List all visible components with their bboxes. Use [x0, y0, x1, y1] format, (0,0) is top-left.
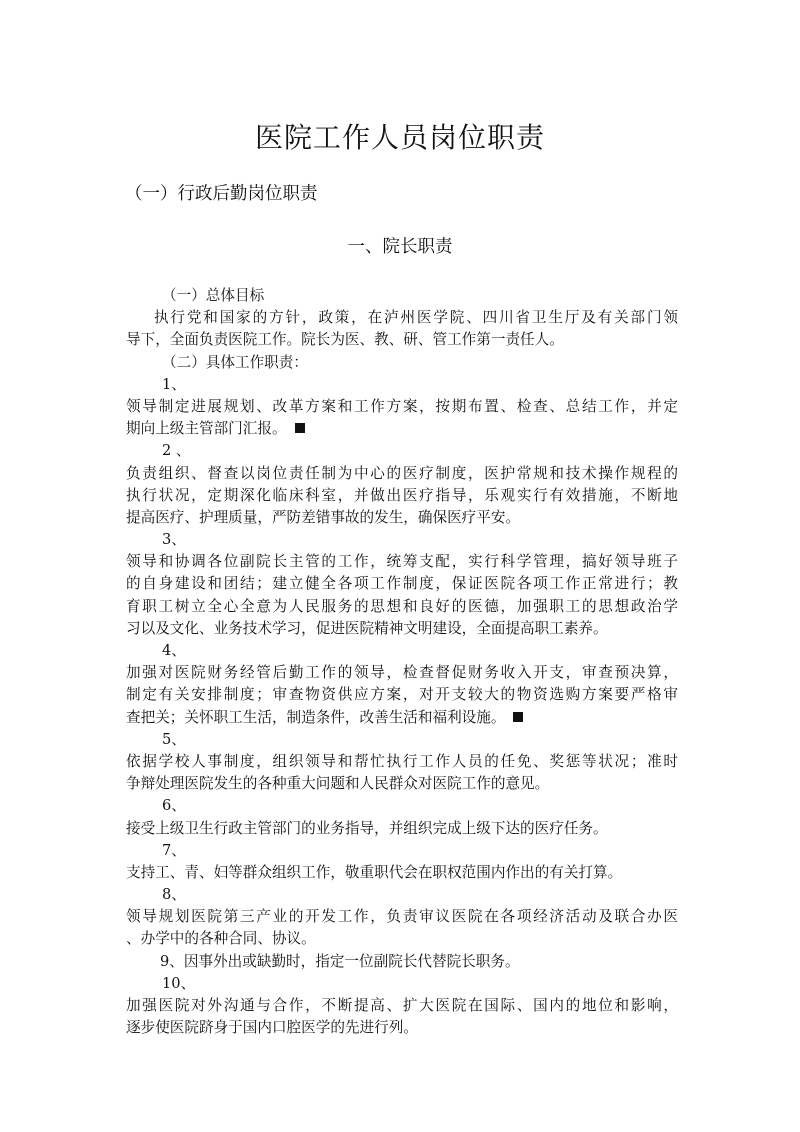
item-line: 逐步使医院跻身于国内口腔医学的先进行列。	[126, 1019, 418, 1037]
item-line: 依据学校人事制度，组织领导和帮忙执行工作人员的任免、奖惩等状况；准时	[126, 752, 678, 770]
item-line: 领导和协调各位副院长主管的工作，统筹支配，实行科学管理，搞好领导班子	[126, 553, 678, 571]
item-line: 争辩处理医院发生的各种重大问题和人民群众对医院工作的意见。	[126, 775, 550, 793]
item-line-text: 查把关；关怀职工生活，制造条件，改善生活和福利设施。	[126, 708, 506, 726]
item-line: 接受上级卫生行政主管部门的业务指导，并组织完成上级下达的医疗任务。	[126, 819, 608, 837]
item-line: 育职工树立全心全意为人民服务的思想和良好的医德，加强职工的思想政治学	[126, 597, 678, 615]
section-heading: （一）行政后勤岗位职责	[125, 184, 318, 204]
item-number: 1、	[162, 375, 186, 393]
item-line-text: 期向上级主管部门汇报。	[126, 420, 287, 438]
item-number: 8、	[162, 886, 186, 904]
duties-heading: （二）具体工作职责：	[162, 353, 308, 371]
item-number: 3、	[162, 531, 186, 549]
item-number: 7、	[162, 841, 186, 859]
item-line: 加强对医院财务经管后勤工作的领导，检查督促财务收入开支，审查预决算，	[126, 664, 678, 682]
document-title: 医院工作人员岗位职责	[254, 121, 545, 154]
item-line: 领导制定进展规划、改革方案和工作方案，按期布置、检查、总结工作，并定	[126, 397, 678, 415]
item-number-inline	[126, 951, 678, 973]
item-line: 加强医院对外沟通与合作，不断提高、扩大医院在国际、国内的地位和影响，	[126, 997, 678, 1014]
goal-line: 导下，全面负责医院工作。院长为医、教、研、管工作第一责任人。	[126, 331, 564, 349]
item-line: 制定有关安排制度；审查物资供应方案，对开支较大的物资选购方案要严格审	[126, 686, 678, 704]
item-line: 、办学中的各种合同、协议。	[126, 930, 316, 948]
goal-line: 执行党和国家的方针，政策，在泸州医学院、四川省卫生厅及有关部门领	[154, 309, 678, 327]
square-mark-icon	[513, 712, 523, 722]
item-number: 9、	[160, 952, 184, 970]
item-line-with-mark	[126, 418, 678, 440]
item-line: 的自身建设和团结；建立健全各项工作制度，保证医院各项工作正常进行；教	[126, 575, 678, 593]
item-line: 执行状况，定期深化临床科室，并做出医疗指导，乐观实行有效措施，不断地	[126, 486, 678, 504]
item-line-text: 因事外出或缺勤时，指定一位副院长代替院长职务。	[183, 952, 520, 970]
item-number: 4、	[162, 642, 186, 659]
goal-heading: （一）总体目标	[162, 287, 265, 304]
document-body	[126, 285, 678, 1039]
square-mark-icon	[295, 423, 305, 433]
item-line: 领导规划医院第三产业的开发工作，负责审议医院在各项经济活动及联合办医	[126, 908, 678, 926]
item-number: 5、	[162, 730, 186, 748]
item-line: 提高医疗、护理质量，严防差错事故的发生，确保医疗平安。	[126, 508, 521, 526]
sub-heading: 一、院长职责	[347, 237, 453, 257]
item-line: 习以及文化、业务技术学习，促进医院精神文明建设，全面提高职工素养。	[126, 619, 608, 637]
item-number: 2 、	[162, 442, 191, 460]
item-line-with-mark	[126, 707, 678, 729]
item-number: 6、	[162, 797, 186, 815]
item-line: 负责组织、督查以岗位责任制为中心的医疗制度，医护常规和技术操作规程的	[126, 464, 678, 482]
item-number: 10、	[162, 974, 196, 992]
item-line: 支持工、青、妇等群众组织工作，敬重职代会在职权范围内作出的有关打算。	[126, 863, 623, 881]
